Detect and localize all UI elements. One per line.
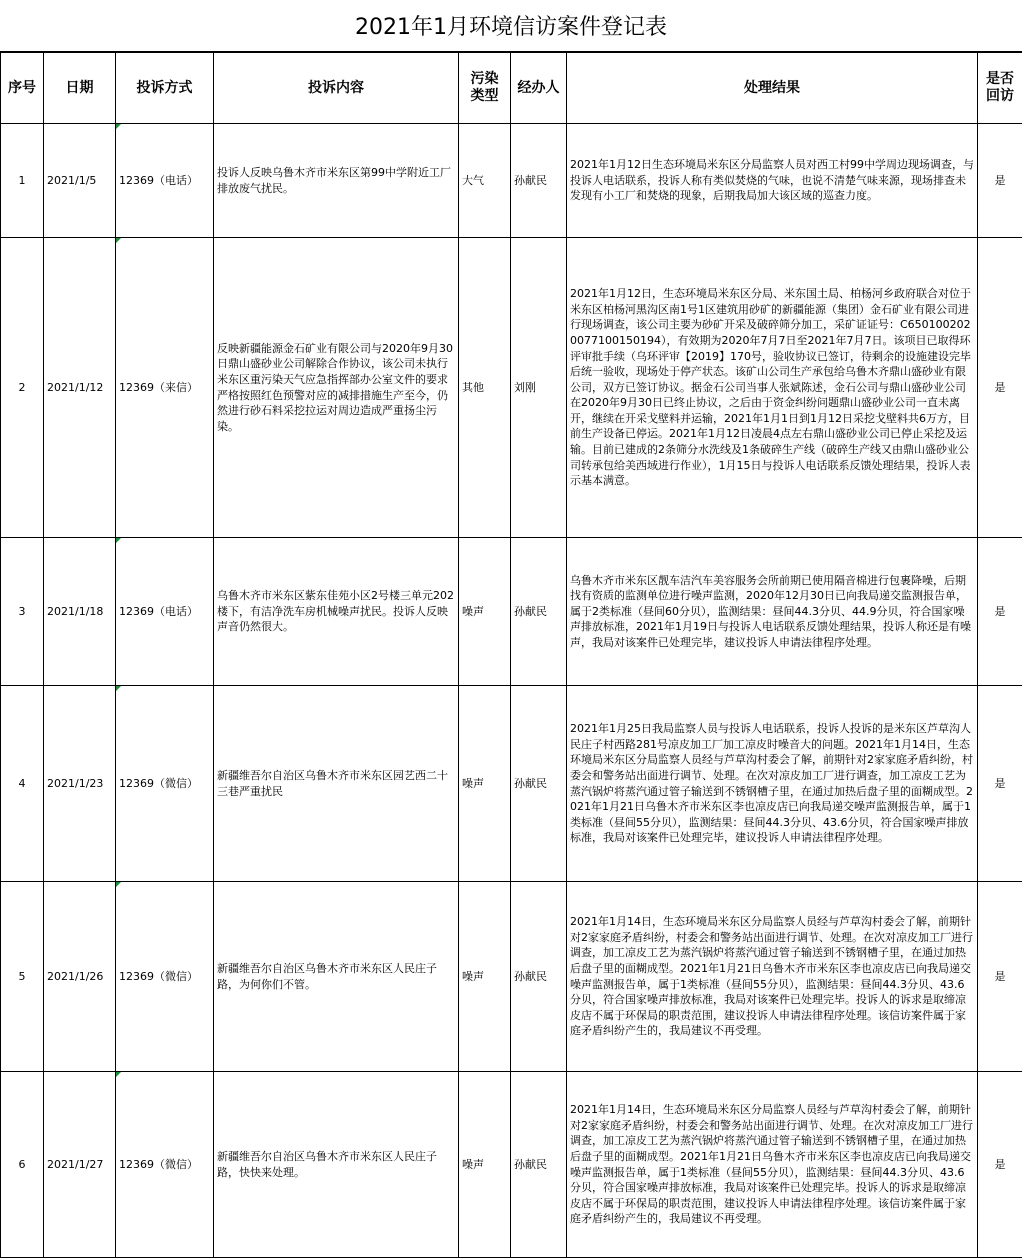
table-row [1, 124, 1022, 238]
cell-seq: 2 [1, 238, 44, 538]
cell-date: 2021/1/12 [44, 238, 116, 538]
cell-handler: 刘刚 [511, 238, 567, 538]
table-row [1, 538, 1022, 686]
table-row [1, 1072, 1022, 1258]
header-seq: 序号 [1, 53, 44, 124]
cell-content: 新疆维吾尔自治区乌鲁木齐市米东区人民庄子路，快快来处理。 [214, 1072, 459, 1258]
cell-content: 投诉人反映乌鲁木齐市米东区第99中学附近工厂排放废气扰民。 [214, 124, 459, 238]
cell-revisit: 是 [978, 538, 1022, 686]
page-title: 2021年1月环境信访案件登记表 [0, 0, 1022, 52]
header-pollution-line1: 污染 [470, 71, 499, 87]
cell-pollution: 噪声 [459, 882, 511, 1072]
cell-revisit: 是 [978, 686, 1022, 882]
table-row [1, 882, 1022, 1072]
cell-method: 12369（微信） [116, 1072, 214, 1258]
cell-handler: 孙献民 [511, 1072, 567, 1258]
cell-method: 12369（微信） [116, 686, 214, 882]
cell-revisit: 是 [978, 1072, 1022, 1258]
cell-handler: 孙献民 [511, 538, 567, 686]
header-result: 处理结果 [567, 53, 978, 124]
cell-date: 2021/1/18 [44, 538, 116, 686]
cell-revisit: 是 [978, 124, 1022, 238]
cell-method: 12369（电话） [116, 124, 214, 238]
cell-handler: 孙献民 [511, 124, 567, 238]
header-pollution-line2: 类型 [470, 88, 499, 104]
cell-method: 12369（来信） [116, 238, 214, 538]
cell-result: 2021年1月12日，生态环境局米东区分局、米东国土局、柏杨河乡政府联合对位于米东区柏杨河黑沟区南1号1区建筑用砂矿的新疆能源（集团）金石矿业有限公司进行现场调查，该公司主要为砂矿开采及破碎筛分加工，采矿证证号：C6501002020077100150194），有效期为2020年7月7日至2021年7月7日。该项目已取得环评审批手续（乌环评审【2019】170号，验收协议已签订，待剩余的设施建设完毕后统一验收，现场处于停产状态。该矿山公司生产承包给乌鲁木齐鼎山盛砂业有限公司，双方已签订协议。据金石公司当事人张斌陈述，金石公司与鼎山盛砂业公司在2020年9月30日已终止协议，之后由于资金纠纷问题鼎山盛砂业公司一直未离开，继续在开采戈壁料并运输，2021年1月1日到1月12日采挖戈壁料共6万方，目前生产设备已停运。2021年1月12日凌晨4点左右鼎山盛砂业公司已停止采挖及运输。目前已建成的2条筛分水洗线及1条破碎生产线（破碎生产线又由鼎山盛砂业公司转承包给美西域进行作业），1月15日与投诉人电话联系反馈处理结果，投诉人表示基本满意。 [567, 238, 978, 538]
cell-seq: 1 [1, 124, 44, 238]
cell-pollution: 噪声 [459, 538, 511, 686]
table-row [1, 686, 1022, 882]
cell-result: 2021年1月12日生态环境局米东区分局监察人员对西工村99中学周边现场调查，与投诉人电话联系，投诉人称有类似焚烧的气味，也说不清楚气味来源，现场排查未发现有小工厂和焚烧的现象，后期我局加大该区域的巡查力度。 [567, 124, 978, 238]
table-row [1, 238, 1022, 538]
header-content: 投诉内容 [214, 53, 459, 124]
cell-pollution: 其他 [459, 238, 511, 538]
cell-pollution: 噪声 [459, 686, 511, 882]
cell-date: 2021/1/26 [44, 882, 116, 1072]
cell-revisit: 是 [978, 882, 1022, 1072]
cell-revisit: 是 [978, 238, 1022, 538]
header-revisit [978, 53, 1022, 124]
cell-method: 12369（微信） [116, 882, 214, 1072]
cell-seq: 6 [1, 1072, 44, 1258]
cell-result: 2021年1月14日，生态环境局米东区分局监察人员经与芦草沟村委会了解，前期针对2家家庭矛盾纠纷，村委会和警务站出面进行调节、处理。在次对凉皮加工厂进行调查，加工凉皮工艺为蒸汽锅炉将蒸汽通过管子输送到不锈钢槽子里，在通过加热后盘子里的面糊成型。2021年1月21日乌鲁木齐市米东区李也凉皮店已向我局递交噪声监测报告单，属于1类标准（昼间55分贝），监测结果：昼间44.3分贝、43.6分贝，符合国家噪声排放标准，我局对该案件已处理完毕。投诉人的诉求是取缔凉皮店不属于环保局的职责范围，建议投诉人申请法律程序处理。该信访案件属于家庭矛盾纠纷产生的，我局建议不再受理。 [567, 882, 978, 1072]
header-revisit-line1: 是否 [986, 71, 1014, 87]
cell-date: 2021/1/23 [44, 686, 116, 882]
cell-pollution: 噪声 [459, 1072, 511, 1258]
cell-seq: 5 [1, 882, 44, 1072]
header-handler: 经办人 [511, 53, 567, 124]
cell-result: 2021年1月14日，生态环境局米东区分局监察人员经与芦草沟村委会了解，前期针对2家家庭矛盾纠纷，村委会和警务站出面进行调节、处理。在次对凉皮加工厂进行调查，加工凉皮工艺为蒸汽锅炉将蒸汽通过管子输送到不锈钢槽子里，在通过加热后盘子里的面糊成型。2021年1月21日乌鲁木齐市米东区李也凉皮店已向我局递交噪声监测报告单，属于1类标准（昼间55分贝），监测结果：昼间44.3分贝、43.6分贝，符合国家噪声排放标准，我局对该案件已处理完毕。投诉人的诉求是取缔凉皮店不属于环保局的职责范围，建议投诉人申请法律程序处理。该信访案件属于家庭矛盾纠纷产生的，我局建议不再受理。 [567, 1072, 978, 1258]
cell-result: 2021年1月25日我局监察人员与投诉人电话联系，投诉人投诉的是米东区芦草沟人民庄子村西路281号凉皮加工厂加工凉皮时噪音大的问题。2021年1月14日，生态环境局米东区分局监察人员经与芦草沟村委会了解，前期针对2家家庭矛盾纠纷，村委会和警务站出面进行调节、处理。在次对凉皮加工厂进行调查，加工凉皮工艺为蒸汽锅炉将蒸汽通过管子输送到不锈钢槽子里，在通过加热后盘子里的面糊成型。2021年1月21日乌鲁木齐市米东区李也凉皮店已向我局递交噪声监测报告单，属于1类标准（昼间55分贝），监测结果：昼间44.3分贝、43.6分贝，符合国家噪声排放标准，我局对该案件已处理完毕，建议投诉人申请法律程序处理。 [567, 686, 978, 882]
complaint-table [0, 52, 1022, 1258]
cell-date: 2021/1/27 [44, 1072, 116, 1258]
cell-content: 乌鲁木齐市米东区紫东佳苑小区2号楼三单元202楼下，有洁净洗车房机械噪声扰民。投诉人反映声音仍然很大。 [214, 538, 459, 686]
cell-method: 12369（电话） [116, 538, 214, 686]
header-revisit-line2: 回访 [986, 88, 1014, 104]
header-pollution [459, 53, 511, 124]
cell-content: 新疆维吾尔自治区乌鲁木齐市米东区园艺西二十三巷严重扰民 [214, 686, 459, 882]
cell-result: 乌鲁木齐市米东区靓车洁汽车美容服务会所前期已使用隔音棉进行包裹降噪，后期找有资质的监测单位进行噪声监测，2020年12月30日已向我局递交监测报告单，属于2类标准（昼间60分贝），监测结果：昼间44.3分贝、44.9分贝，符合国家噪声排放标准，2021年1月19日与投诉人电话联系反馈处理结果，投诉人称还是有噪声，我局对该案件已处理完毕，建议投诉人申请法律程序处理。 [567, 538, 978, 686]
cell-handler: 孙献民 [511, 882, 567, 1072]
cell-handler: 孙献民 [511, 686, 567, 882]
cell-date: 2021/1/5 [44, 124, 116, 238]
header-method: 投诉方式 [116, 53, 214, 124]
header-row [1, 53, 1022, 124]
cell-content: 反映新疆能源金石矿业有限公司与2020年9月30日鼎山盛砂业公司解除合作协议，该公司未执行米东区重污染天气应急指挥部办公室文件的要求严格按照红色预警对应的减排措施生产至今，仍然进行砂石料采挖拉运对周边造成严重扬尘污染。 [214, 238, 459, 538]
cell-seq: 3 [1, 538, 44, 686]
cell-seq: 4 [1, 686, 44, 882]
cell-pollution: 大气 [459, 124, 511, 238]
header-date: 日期 [44, 53, 116, 124]
cell-content: 新疆维吾尔自治区乌鲁木齐市米东区人民庄子路，为何你们不管。 [214, 882, 459, 1072]
